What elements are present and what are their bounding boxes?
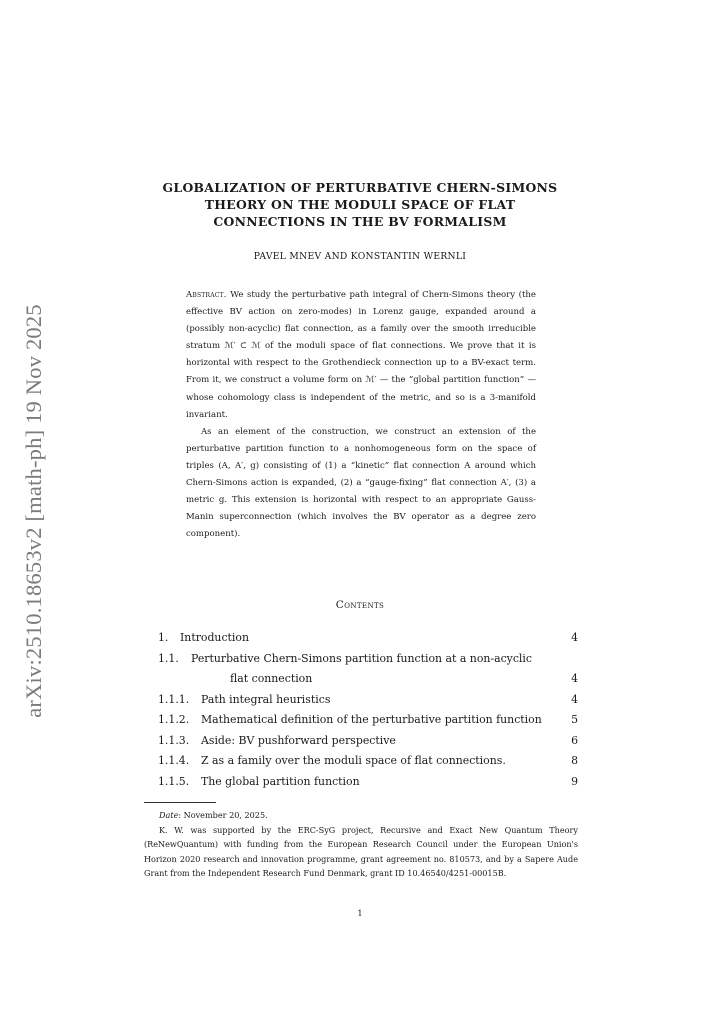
toc-entry-number: 1.1.2. (158, 713, 190, 726)
abstract-heading: Abstract. (186, 290, 227, 300)
toc-entry-bv-pushforward[interactable] (158, 731, 578, 752)
title-line: CONNECTIONS IN THE BV FORMALISM (213, 214, 507, 229)
toc-entry-math-definition[interactable] (158, 710, 578, 731)
footnote-date-value: : November 20, 2025. (178, 810, 268, 820)
toc-entry-number: 1.1.4. (158, 754, 190, 767)
abstract-text: We study the perturbative path integral of Chern-Simons theory (the effective BV action on zero-modes) in Lorenz gauge, expanded around a (possibly non-acyclic) flat connection, as a family over the smooth irreducible stratum ℳ′ ⊂ ℳ of the moduli space of flat connections. We prove that it is horizontal with respect to the Grothendieck connection up to a BV-exact term. From it, we construct a volume form on ℳ′ — the “global partition function” — whose cohomology class is independent of the metric, and so is a 3-manifold invariant. (186, 290, 536, 420)
toc-entry-number: 1. (158, 631, 169, 644)
toc-entry-number: 1.1.5. (158, 774, 190, 788)
toc-entry-perturbative-cs[interactable] (158, 649, 578, 690)
toc-entry-number: 1.1. (158, 651, 179, 665)
toc-entry-title: Z as a family over the moduli space of flat connections. (201, 754, 506, 767)
table-of-contents (158, 628, 578, 792)
footnote-date-label: Date (159, 810, 179, 820)
abstract-paragraph (186, 424, 536, 544)
toc-entry-page: 9 (571, 774, 578, 788)
toc-entry-page: 6 (571, 733, 578, 747)
author-list: PAVEL MNEV AND KONSTANTIN WERNLI (253, 251, 467, 262)
toc-entry-page: 4 (571, 672, 578, 685)
toc-entry-page: 8 (571, 754, 578, 767)
arxiv-identifier-stamp (14, 288, 54, 734)
toc-entry-path-integral[interactable] (158, 690, 578, 711)
toc-entry-page: 4 (571, 692, 578, 706)
toc-entry-title: Path integral heuristics (201, 692, 331, 706)
toc-entry-global-partition[interactable] (158, 772, 578, 793)
abstract (186, 287, 536, 543)
footnote-rule (144, 802, 216, 803)
toc-entry-title: Aside: BV pushforward perspective (201, 733, 396, 747)
toc-entry-title: The global partition function (201, 774, 360, 788)
toc-entry-title-continued: flat connection (230, 672, 313, 685)
abstract-paragraph (186, 287, 536, 424)
title-line: THEORY ON THE MODULI SPACE OF FLAT (204, 197, 516, 212)
footnote-date (144, 808, 578, 823)
toc-entry-introduction[interactable] (158, 628, 578, 649)
toc-entry-page: 4 (571, 631, 578, 644)
toc-entry-page: 5 (571, 713, 578, 726)
title-line: GLOBALIZATION OF PERTURBATIVE CHERN-SIMONS (162, 180, 558, 195)
page-number: 1 (357, 908, 363, 918)
arxiv-stamp-text: arXiv:2510.18653v2 [math-ph] 19 Nov 2025 (21, 304, 46, 718)
abstract-text: As an element of the construction, we construct an extension of the perturbative partition function to a nonhomogeneous form on the space of triples (A, A′, g) consisting of (1) a “kinetic” flat connection A around which Chern-Simons action is expanded, (2) a “gauge-fixing” flat connection A′, (3) a metric g. This extension is horizontal with respect to an appropriate Gauss-Manin superconnection (which involves the BV operator as a degree zero component). (186, 426, 536, 540)
toc-entry-number: 1.1.3. (158, 733, 190, 747)
footnotes (144, 808, 578, 881)
paper-title (140, 179, 580, 230)
toc-entry-title: Mathematical definition of the perturbative partition function (201, 713, 542, 726)
toc-entry-title: Perturbative Chern-Simons partition function at a non-acyclic (191, 651, 532, 665)
contents-heading: Contents (335, 599, 385, 611)
toc-entry-title: Introduction (180, 631, 249, 644)
toc-entry-z-family[interactable] (158, 751, 578, 772)
toc-entry-number: 1.1.1. (158, 692, 190, 706)
footnote-funding: K. W. was supported by the ERC-SyG project, Recursive and Exact New Quantum Theory (ReNewQuantum) with funding from the European Research Council under the European Union's Horizon 2020 research and innovation programme, grant agreement no. 810573, and by a Sapere Aude Grant from the Independent Research Fund Denmark, grant ID 10.46540/4251-00015B. (144, 824, 578, 879)
